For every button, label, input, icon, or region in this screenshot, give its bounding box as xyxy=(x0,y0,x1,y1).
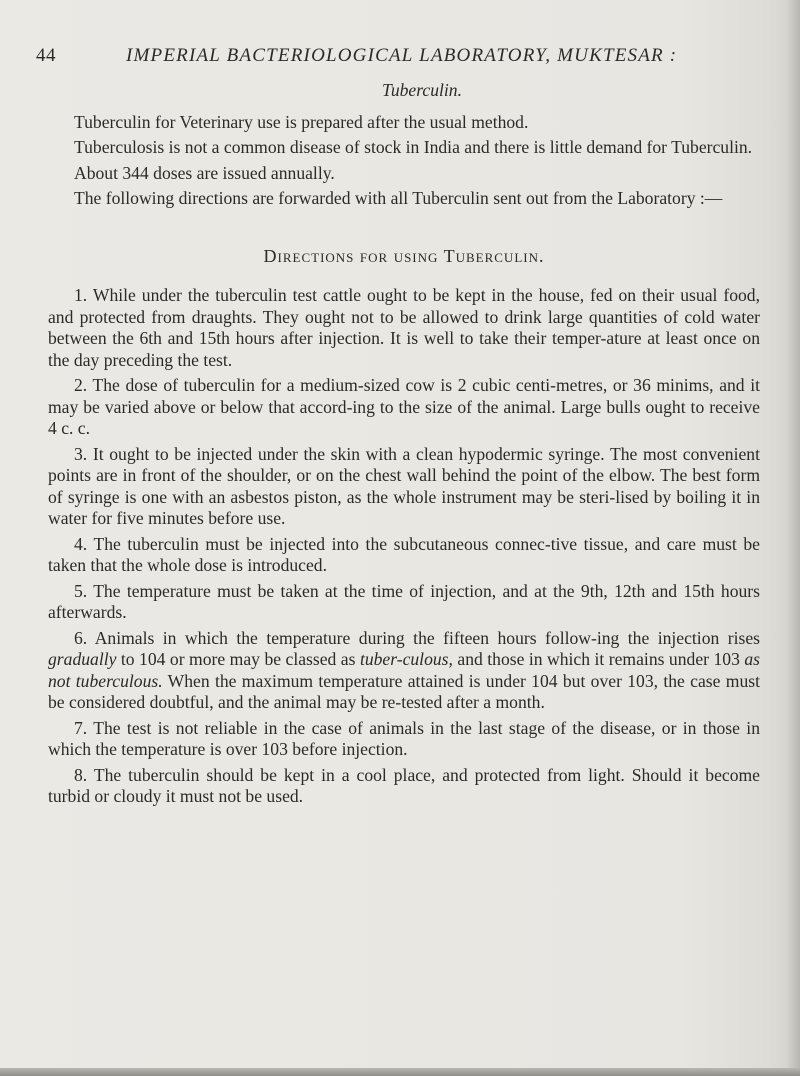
direction-number: 8. xyxy=(74,764,88,785)
direction-item-2 xyxy=(48,375,760,440)
direction-item-5 xyxy=(48,581,760,624)
page-bottom-edge xyxy=(0,1068,800,1076)
direction-text: The temperature must be taken at the time of injection, and at the 9th, 12th and 15th hours afterwards. xyxy=(48,580,760,622)
intro-paragraph: About 344 doses are issued annually. xyxy=(74,162,335,183)
direction-text: The dose of tuberculin for a medium-sized cow is 2 cubic centi-metres, or 36 minims, and it may be varied above or below that accord-ing to the size of the animal. Large bulls ought to receive 4 c. c. xyxy=(48,375,760,438)
direction-text: to 104 or more may be classed as xyxy=(116,649,360,669)
direction-item-7 xyxy=(48,718,760,761)
direction-text: The tuberculin should be kept in a cool place, and protected from light. Should it become turbid or cloudy it must not be used. xyxy=(48,764,760,806)
intro-paragraph: The following directions are forwarded with all Tuberculin sent out from the Laboratory :— xyxy=(74,188,723,208)
running-head: IMPERIAL BACTERIOLOGICAL LABORATORY, MUKTESAR : xyxy=(126,45,678,66)
direction-number: 1. xyxy=(74,285,88,305)
direction-item-4 xyxy=(48,534,760,577)
direction-text: Animals in which the temperature during the fifteen hours follow-ing the injection rises xyxy=(94,627,760,648)
direction-item-8 xyxy=(48,765,760,808)
direction-text: and those in which it remains under 103 xyxy=(452,649,745,669)
body-text xyxy=(48,80,760,808)
emphasis-text: as not tuberculous. xyxy=(48,649,760,691)
direction-text: The tuberculin must be injected into the subcutaneous connec-tive tissue, and care must be taken that the whole dose is introduced. xyxy=(48,533,760,575)
direction-text: When the maximum temperature attained is under 104 but over 103, the case must be considered doubtful, and the animal may be re-tested after a month. xyxy=(48,670,760,712)
direction-text: It ought to be injected under the skin with a clean hypodermic syringe. The most convenient points are in front of the shoulder, or on the chest wall behind the point of the elbow. The best form of syringe is one with an asbestos piston, as the whole instrument may be steri-lised by boiling it in water for five minutes before use. xyxy=(48,443,760,528)
directions-heading: Directions for using Tuberculin. xyxy=(263,245,545,266)
section-title: Tuberculin. xyxy=(382,80,462,100)
direction-number: 6. xyxy=(74,627,88,648)
direction-item-1 xyxy=(48,285,760,371)
intro-paragraph: Tuberculosis is not a common disease of stock in India and there is little demand for Tuberculin. xyxy=(74,137,753,157)
direction-number: 7. xyxy=(74,717,88,738)
direction-item-6 xyxy=(48,628,760,714)
direction-number: 4. xyxy=(74,533,88,554)
intro-paragraph: Tuberculin for Veterinary use is prepared after the usual method. xyxy=(74,111,529,132)
page-edge-shadow xyxy=(786,0,800,1076)
emphasis-text: gradually xyxy=(48,649,117,669)
direction-text: While under the tuberculin test cattle ought to be kept in the house, fed on their usual food, and protected from draughts. They ought not to be allowed to drink large quantities of cold water between the 6th and 15th hours after injection. It is well to take their temper-ature at least once on the day preceding the test. xyxy=(48,285,760,370)
emphasis-text: tuber-culous, xyxy=(359,649,453,669)
page-header xyxy=(36,45,756,73)
direction-item-3 xyxy=(48,444,760,530)
direction-number: 5. xyxy=(74,580,88,601)
direction-number: 3. xyxy=(74,443,88,464)
direction-text: The test is not reliable in the case of animals in the last stage of the disease, or in those in which the temperature is over 103 before injection. xyxy=(48,717,760,759)
direction-number: 2. xyxy=(74,375,88,395)
page-number: 44 xyxy=(36,45,56,66)
